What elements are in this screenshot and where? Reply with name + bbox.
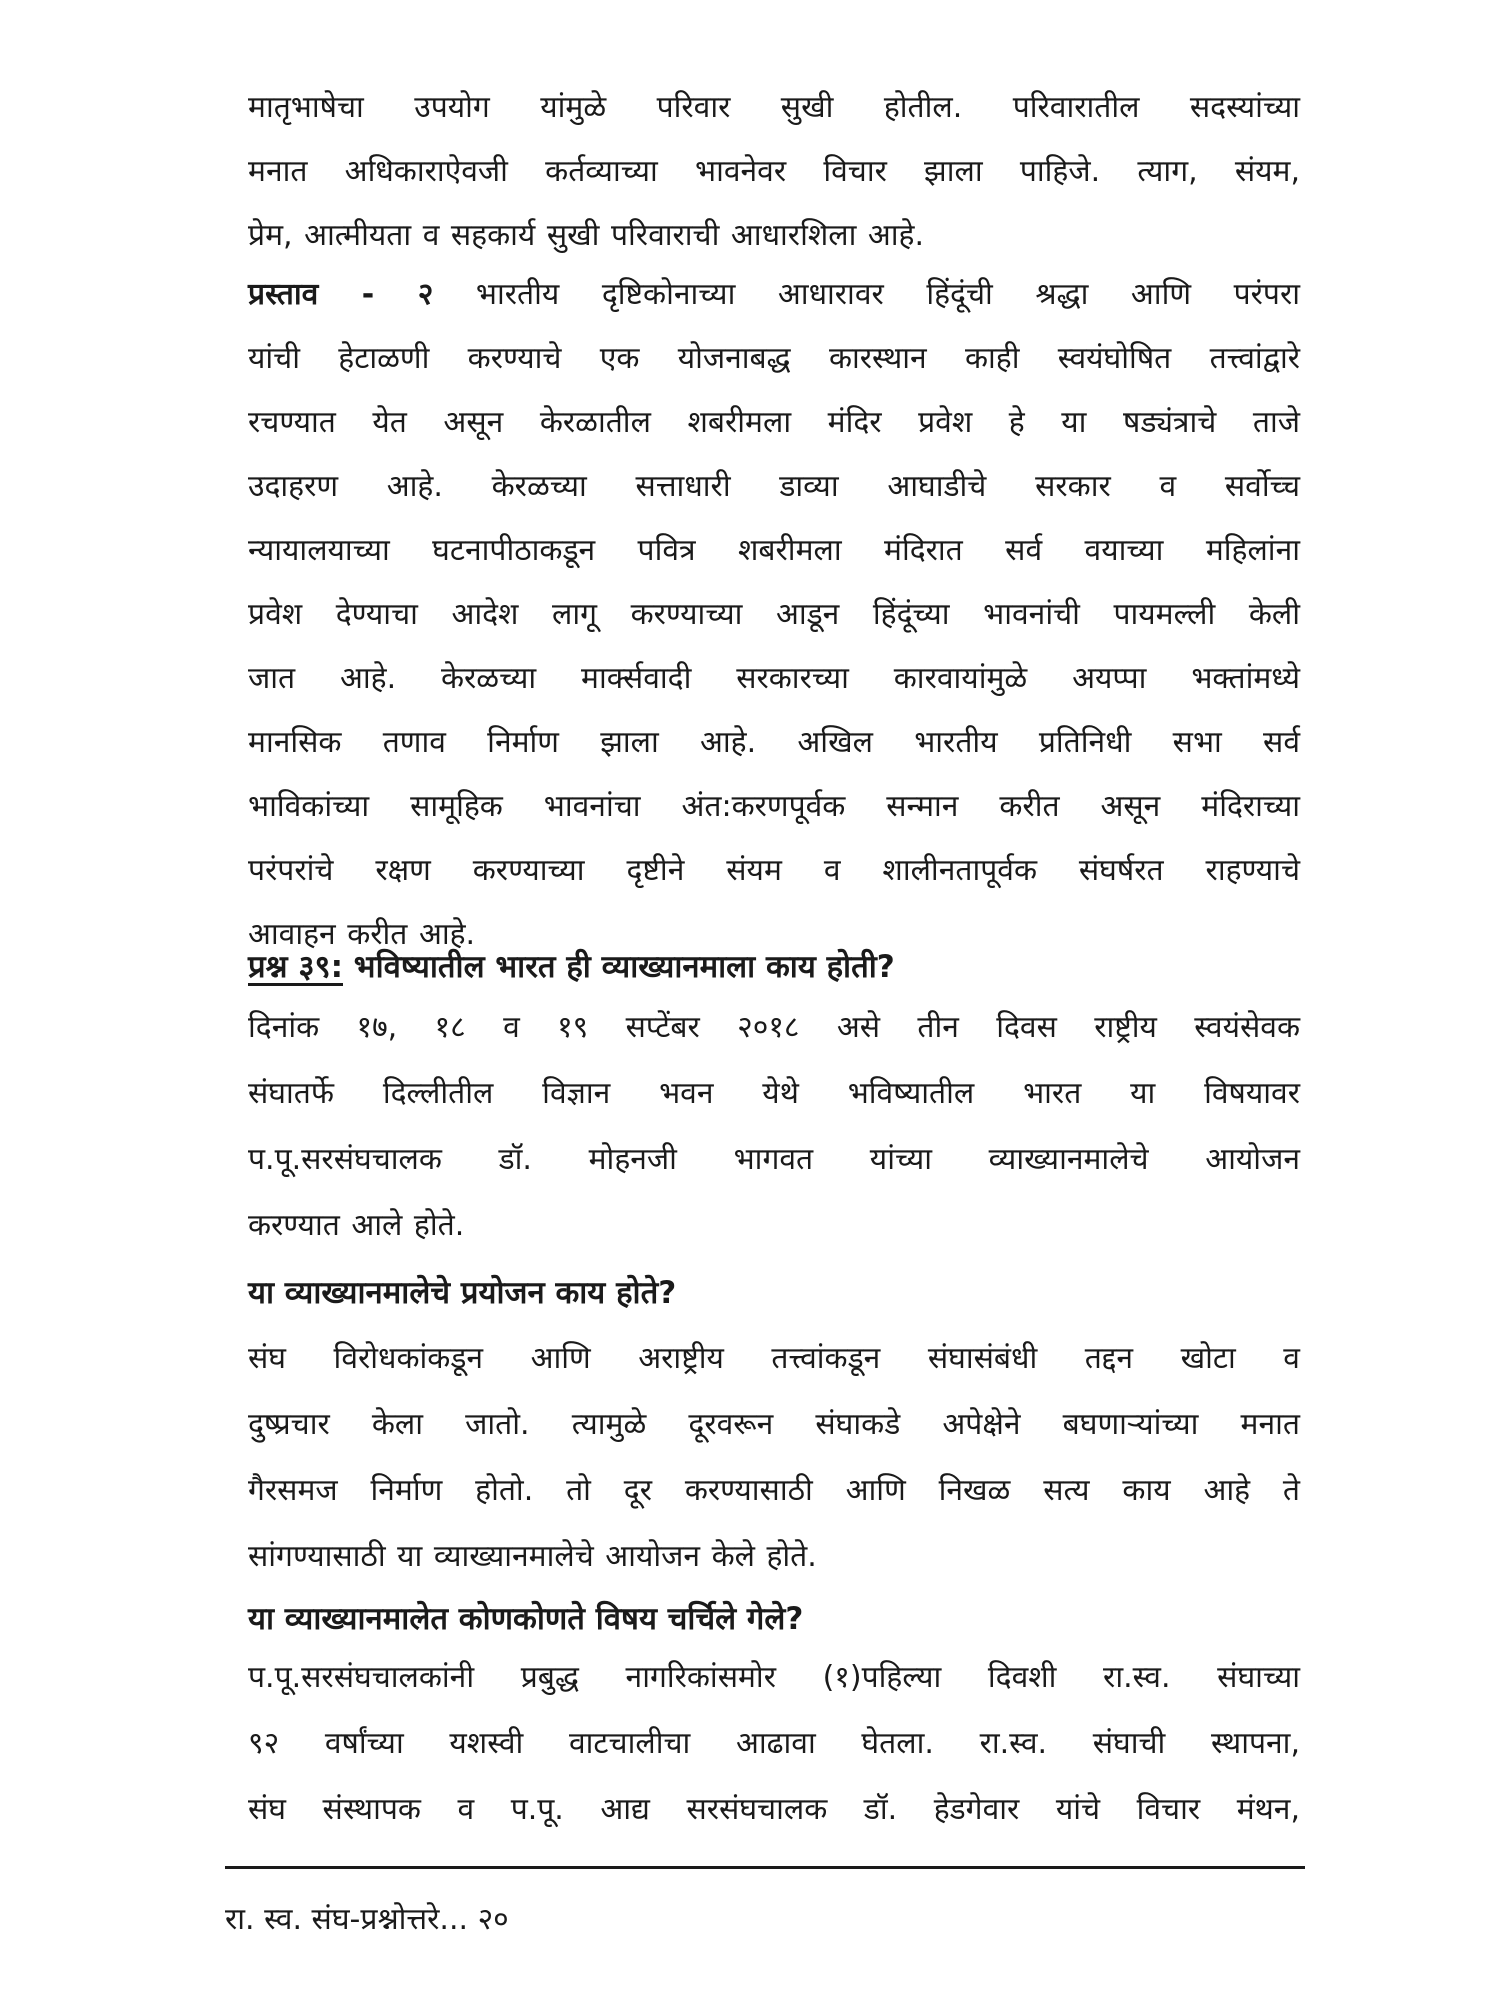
text-line: सांगण्यासाठी या व्याख्यानमालेचे आयोजन केले होते. — [248, 1539, 817, 1574]
topics-heading: या व्याख्यानमालेत कोणकोणते विषय चर्चिले गेले? — [248, 1601, 804, 1637]
text-line: आवाहन करीत आहे. — [248, 917, 476, 952]
text-line: दुष्प्रचार केला जातो. त्यामुळे दूरवरून संघाकडे अपेक्षेने बघणाऱ्यांच्या मनात — [248, 1407, 1300, 1442]
intro-paragraph — [248, 88, 1300, 280]
text-line: संघ संस्थापक व प.पू. आद्य सरसंघचालक डॉ. हेडगेवार यांचे विचार मंथन, — [248, 1792, 1300, 1827]
proposal-2-paragraph — [248, 275, 1300, 979]
text-line: करण्यात आले होते. — [248, 1208, 465, 1243]
topics-heading-block — [248, 1599, 1300, 1639]
page-footer: रा. स्व. संघ-प्रश्नोत्तरे... २० — [225, 1902, 509, 1937]
proposal-label: प्रस्ताव - २ — [248, 277, 434, 312]
proposal-first-line: भारतीय दृष्टिकोनाच्या आधारावर हिंदूंची श्रद्धा आणि परंपरा — [475, 277, 1300, 312]
purpose-heading: या व्याख्यानमालेचे प्रयोजन काय होते? — [248, 1275, 677, 1311]
question-39-heading — [248, 947, 1300, 987]
text-line: जात आहे. केरळच्या मार्क्सवादी सरकारच्या कारवायांमुळे अयप्पा भक्तांमध्ये — [248, 661, 1300, 696]
text-line: प्रेम, आत्मीयता व सहकार्य सुखी परिवाराची आधारशिला आहे. — [248, 218, 925, 253]
question-number: प्रश्न ३९: — [248, 949, 343, 985]
purpose-answer — [248, 1339, 1300, 1603]
text-line: मातृभाषेचा उपयोग यांमुळे परिवार सुखी होतील. परिवारातील सदस्यांच्या — [248, 90, 1300, 125]
text-line — [248, 275, 1300, 339]
text-line: न्यायालयाच्या घटनापीठाकडून पवित्र शबरीमला मंदिरात सर्व वयाच्या महिलांना — [248, 533, 1300, 568]
text-line: यांची हेटाळणी करण्याचे एक योजनाबद्ध कारस्थान काही स्वयंघोषित तत्त्वांद्वारे — [248, 341, 1300, 376]
text-line: उदाहरण आहे. केरळच्या सत्ताधारी डाव्या आघाडीचे सरकार व सर्वोच्च — [248, 469, 1300, 504]
question-title: भविष्यातील भारत ही व्याख्यानमाला काय होती? — [353, 949, 895, 985]
text-line: भाविकांच्या सामूहिक भावनांचा अंत:करणपूर्वक सन्मान करीत असून मंदिराच्या — [248, 789, 1300, 824]
text-line: प.पू.सरसंघचालक डॉ. मोहनजी भागवत यांच्या व्याख्यानमालेचे आयोजन — [248, 1142, 1300, 1177]
text-line: मनात अधिकाराऐवजी कर्तव्याच्या भावनेवर विचार झाला पाहिजे. त्याग, संयम, — [248, 154, 1300, 189]
question-heading — [248, 947, 1300, 987]
text-line: दिनांक १७, १८ व १९ सप्टेंबर २०१८ असे तीन दिवस राष्ट्रीय स्वयंसेवक — [248, 1010, 1300, 1045]
topics-answer — [248, 1658, 1300, 1856]
footer-divider — [225, 1866, 1305, 1869]
text-line: गैरसमज निर्माण होतो. तो दूर करण्यासाठी आणि निखळ सत्य काय आहे ते — [248, 1473, 1300, 1508]
text-line: ९२ वर्षांच्या यशस्वी वाटचालीचा आढावा घेतला. रा.स्व. संघाची स्थापना, — [248, 1726, 1300, 1761]
text-line: संघातर्फे दिल्लीतील विज्ञान भवन येथे भविष्यातील भारत या विषयावर — [248, 1076, 1300, 1111]
text-line: प्रवेश देण्याचा आदेश लागू करण्याच्या आडून हिंदूंच्या भावनांची पायमल्ली केली — [248, 597, 1300, 632]
text-line: रचण्यात येत असून केरळातील शबरीमला मंदिर प्रवेश हे या षड्यंत्राचे ताजे — [248, 405, 1300, 440]
text-line: संघ विरोधकांकडून आणि अराष्ट्रीय तत्त्वांकडून संघासंबंधी तद्दन खोटा व — [248, 1341, 1300, 1376]
question-39-answer — [248, 1008, 1300, 1272]
text-line: मानसिक तणाव निर्माण झाला आहे. अखिल भारतीय प्रतिनिधी सभा सर्व — [248, 725, 1300, 760]
text-line: प.पू.सरसंघचालकांनी प्रबुद्ध नागरिकांसमोर (१)पहिल्या दिवशी रा.स्व. संघाच्या — [248, 1660, 1300, 1695]
text-line: परंपरांचे रक्षण करण्याच्या दृष्टीने संयम व शालीनतापूर्वक संघर्षरत राहण्याचे — [248, 853, 1300, 888]
purpose-heading-block — [248, 1273, 1300, 1313]
